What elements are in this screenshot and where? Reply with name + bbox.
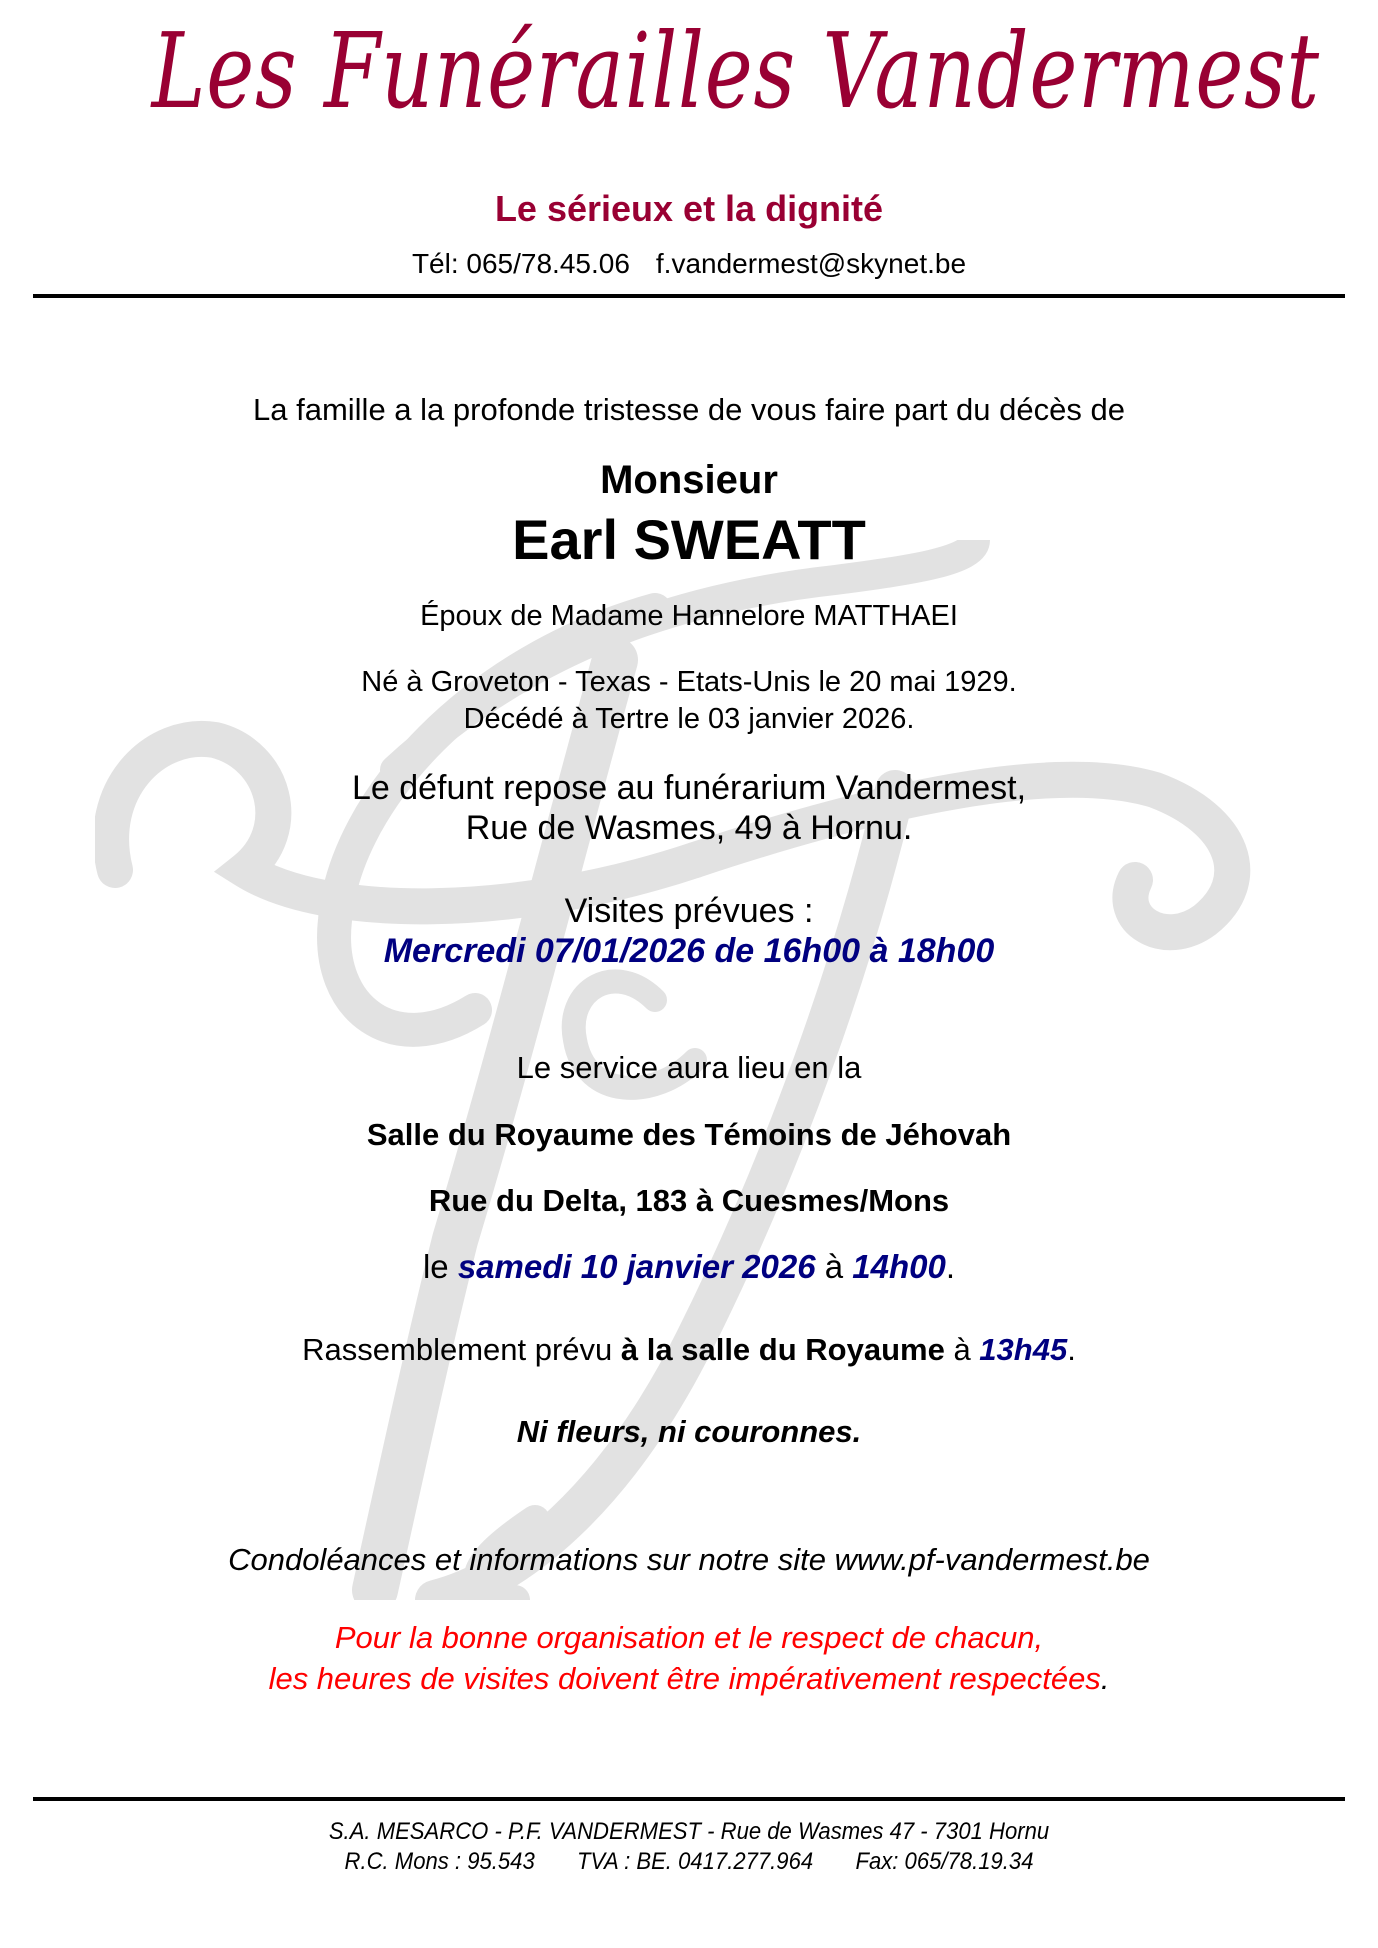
notice-line-1: Pour la bonne organisation et le respect de chacun,	[334, 1620, 1044, 1655]
brand-name: Les Funérailles Vandermest	[151, 10, 1320, 132]
footer-divider	[33, 1797, 1345, 1801]
footer-tva: TVA : BE. 0417.277.964	[577, 1848, 814, 1875]
service-date: samedi 10 janvier 2026	[457, 1248, 816, 1285]
footer-company-line: S.A. MESARCO - P.F. VANDERMEST - Rue de Wasmes 47 - 7301 Hornu	[328, 1818, 1050, 1845]
gathering-line	[0, 1332, 1378, 1368]
death-line: Décédé à Tertre le 03 janvier 2026.	[463, 703, 915, 735]
service-address: Rue du Delta, 183 à Cuesmes/Mons	[428, 1183, 950, 1218]
intro-text: La famille a la profonde tristesse de vous faire part du décès de	[253, 392, 1125, 427]
gathering-prefix: Rassemblement prévu	[302, 1332, 621, 1367]
no-flowers-notice: Ni fleurs, ni couronnes.	[516, 1414, 862, 1449]
notice-line-2-end: .	[1100, 1661, 1110, 1696]
condolences-line: Condoléances et informations sur notre site www.pf-vandermest.be	[228, 1542, 1150, 1577]
footer-rc: R.C. Mons : 95.543	[344, 1848, 535, 1875]
service-intro: Le service aura lieu en la	[516, 1050, 862, 1085]
gathering-mid: à	[944, 1332, 980, 1367]
end-punct: .	[945, 1248, 956, 1285]
header-divider	[33, 294, 1345, 298]
deceased-title: Monsieur	[600, 458, 778, 502]
time-prefix: à	[815, 1248, 853, 1285]
visits-label: Visites prévues :	[564, 892, 814, 930]
birth-line: Né à Groveton - Texas - Etats-Unis le 20 mai 1929.	[361, 666, 1017, 698]
slogan: Le sérieux et la dignité	[494, 188, 884, 229]
phone-number: Tél: 065/78.45.06	[411, 248, 630, 279]
rests-line-1: Le défunt repose au funérarium Vandermest,	[351, 769, 1027, 807]
service-venue: Salle du Royaume des Témoins de Jéhovah	[366, 1117, 1012, 1152]
footer-registration-line	[55, 1848, 1323, 1876]
contact-info	[0, 248, 1378, 280]
rests-line-2: Rue de Wasmes, 49 à Hornu.	[465, 809, 913, 847]
notice-line-2	[0, 1661, 1378, 1697]
gathering-end: .	[1067, 1332, 1076, 1367]
notice-line-2-text: les heures de visites doivent être impérativement respectées	[268, 1661, 1101, 1696]
date-prefix: le	[422, 1248, 458, 1285]
visits-schedule: Mercredi 07/01/2026 de 16h00 à 18h00	[383, 932, 995, 970]
service-time: 14h00	[852, 1248, 946, 1285]
deceased-name: Earl SWEATT	[512, 508, 866, 571]
gathering-place: à la salle du Royaume	[620, 1332, 945, 1367]
spouse-line: Époux de Madame Hannelore MATTHAEI	[420, 600, 958, 632]
gathering-time: 13h45	[979, 1332, 1068, 1367]
email-address[interactable]: f.vandermest@skynet.be	[655, 248, 967, 279]
footer-fax: Fax: 065/78.19.34	[855, 1848, 1034, 1875]
service-datetime	[0, 1248, 1378, 1286]
